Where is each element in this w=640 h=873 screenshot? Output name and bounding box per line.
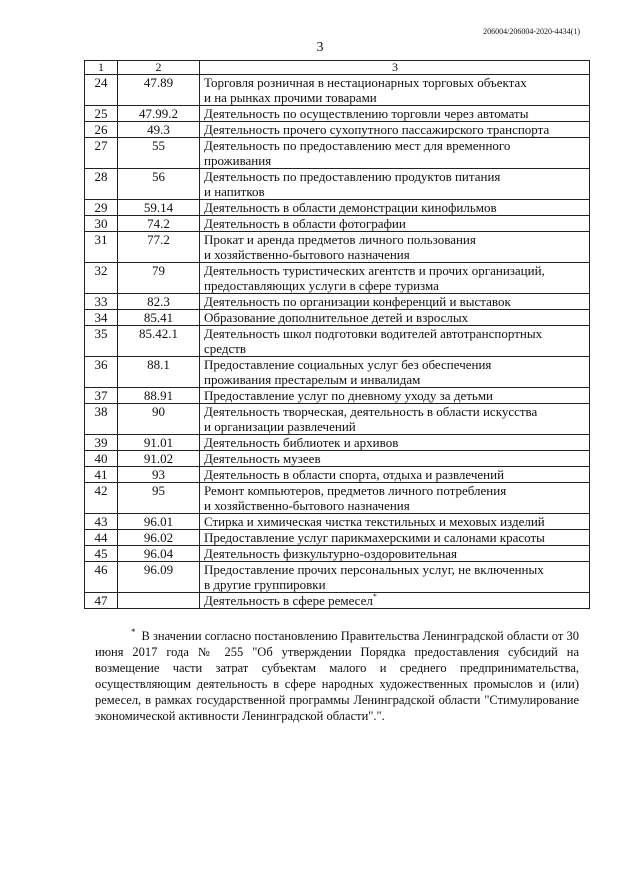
okved-code: 88.91 [118,388,200,404]
row-number: 29 [85,200,118,216]
activity-description [200,514,590,530]
activity-line: Ремонт компьютеров, предметов личного потребления [204,483,507,498]
activity-line: Деятельность по предоставлению продуктов питания [204,169,501,184]
activity-line: Деятельность в области спорта, отдыха и развлечений [204,467,505,482]
activity-line: Деятельность в области демонстрации кинофильмов [204,200,497,215]
activity-line: Деятельность физкультурно-оздоровительная [204,546,458,561]
okved-code [118,593,200,609]
okved-code: 96.01 [118,514,200,530]
okved-code: 91.01 [118,435,200,451]
okved-code: 47.89 [118,75,200,106]
activity-description [200,232,590,263]
activity-line: Деятельность по предоставлению мест для временного [204,138,511,153]
table-row [85,451,590,467]
table-row [85,530,590,546]
okved-code: 85.42.1 [118,326,200,357]
activity-description [200,388,590,404]
activity-line: Стирка и химическая чистка текстильных и меховых изделий [204,514,545,529]
okved-code: 85.41 [118,310,200,326]
column-header-activity: 3 [200,61,590,75]
row-number: 40 [85,451,118,467]
row-number: 31 [85,232,118,263]
row-number: 43 [85,514,118,530]
activity-description [200,138,590,169]
okved-code: 56 [118,169,200,200]
okved-code: 79 [118,263,200,294]
activity-line: Предоставление услуг по дневному уходу за детьми [204,388,494,403]
okved-code: 88.1 [118,357,200,388]
activity-line: Деятельность по осуществлению торговли через автоматы [204,106,529,121]
activity-line: проживания [204,153,272,168]
row-number: 39 [85,435,118,451]
activity-description [200,562,590,593]
row-number: 41 [85,467,118,483]
table-row [85,200,590,216]
row-number: 35 [85,326,118,357]
activity-line: проживания престарелым и инвалидам [204,372,421,387]
activity-line: Деятельность библиотек и архивов [204,435,399,450]
table-row [85,483,590,514]
activity-line: и хозяйственно-бытового назначения [204,247,410,262]
row-number: 24 [85,75,118,106]
okved-table [84,60,590,609]
activity-description [200,483,590,514]
activity-description [200,404,590,435]
table-row [85,122,590,138]
activity-description [200,169,590,200]
row-number: 28 [85,169,118,200]
table-row [85,326,590,357]
activity-line: Предоставление услуг парикмахерскими и салонами красоты [204,530,545,545]
activity-description [200,451,590,467]
activity-description [200,326,590,357]
row-number: 46 [85,562,118,593]
okved-code: 77.2 [118,232,200,263]
table-row [85,467,590,483]
table-row [85,404,590,435]
activity-description [200,593,590,609]
footnote [95,628,579,724]
activity-line: и на рынках прочими товарами [204,90,377,105]
okved-code: 74.2 [118,216,200,232]
table-row [85,388,590,404]
table-row [85,562,590,593]
activity-line: Деятельность школ подготовки водителей автотранспортных [204,326,543,341]
row-number: 27 [85,138,118,169]
okved-code: 55 [118,138,200,169]
table-row [85,232,590,263]
table-row [85,514,590,530]
activity-description [200,546,590,562]
row-number: 26 [85,122,118,138]
activity-line: Предоставление социальных услуг без обеспечения [204,357,492,372]
activity-description [200,216,590,232]
okved-code: 49.3 [118,122,200,138]
table-row [85,546,590,562]
activity-line: Образование дополнительное детей и взрослых [204,310,469,325]
row-number: 30 [85,216,118,232]
row-number: 36 [85,357,118,388]
okved-code: 90 [118,404,200,435]
activity-description [200,200,590,216]
okved-code: 91.02 [118,451,200,467]
footnote-marker: * [131,626,136,637]
table-row [85,593,590,609]
column-header-code: 2 [118,61,200,75]
row-number: 33 [85,294,118,310]
activity-line: предоставляющих услуги в сфере туризма [204,278,439,293]
footnote-reference-marker: * [372,591,377,601]
table-row [85,138,590,169]
table-header-row [85,61,590,75]
row-number: 34 [85,310,118,326]
page-number: 3 [316,40,324,55]
activity-description [200,530,590,546]
activity-line: и организации развлечений [204,419,356,434]
activity-line: Прокат и аренда предметов личного пользования [204,232,476,247]
table-row [85,310,590,326]
activity-description [200,75,590,106]
row-number: 44 [85,530,118,546]
okved-code: 96.02 [118,530,200,546]
table-row [85,106,590,122]
row-number: 37 [85,388,118,404]
activity-line: Деятельность творческая, деятельность в области искусства [204,404,538,419]
okved-code: 93 [118,467,200,483]
row-number: 38 [85,404,118,435]
row-number: 47 [85,593,118,609]
okved-code: 96.04 [118,546,200,562]
table-row [85,216,590,232]
activity-line: Деятельность по организации конференций и выставок [204,294,511,309]
okved-code: 95 [118,483,200,514]
row-number: 42 [85,483,118,514]
activity-description [200,294,590,310]
activity-description [200,310,590,326]
activity-line: Деятельность прочего сухопутного пассажирского транспорта [204,122,550,137]
activity-line: Деятельность туристических агентств и прочих организаций, [204,263,545,278]
table-row [85,169,590,200]
activity-line: Торговля розничная в нестационарных торговых объектах [204,75,527,90]
table-row [85,75,590,106]
row-number: 45 [85,546,118,562]
footnote-text: В значении согласно постановлению Правительства Ленинградской области от 30 июня 2017 года № 255 "Об утверждении Порядка предоставления субсидий на возмещение части затрат субъектам малого и среднего предпринимательства, осуществляющим деятельность в сфере народных художественных промыслов и (или) ремесел, в рамках государственной программы Ленинградской области "Стимулирование экономической активности Ленинградской области".". [95,629,579,723]
document-id: 206004/206004-2020-4434(1) [483,27,580,36]
activity-line: Деятельность музеев [204,451,321,466]
activity-description [200,357,590,388]
activity-description [200,122,590,138]
row-number: 32 [85,263,118,294]
activity-description [200,263,590,294]
okved-code: 96.09 [118,562,200,593]
activity-line: Деятельность в области фотографии [204,216,406,231]
activity-description [200,106,590,122]
activity-line: Предоставление прочих персональных услуг, не включенных [204,562,544,577]
table-row [85,294,590,310]
activity-line: средств [204,341,247,356]
row-number: 25 [85,106,118,122]
activity-description [200,467,590,483]
okved-code: 47.99.2 [118,106,200,122]
column-header-number: 1 [85,61,118,75]
activity-line: Деятельность в сфере ремесел [204,593,373,608]
table-row [85,263,590,294]
table-row [85,357,590,388]
activity-line: в другие группировки [204,577,326,592]
table-body [85,75,590,609]
table-row [85,435,590,451]
activity-line: и напитков [204,184,265,199]
okved-code: 59.14 [118,200,200,216]
activity-line: и хозяйственно-бытового назначения [204,498,410,513]
activity-description [200,435,590,451]
okved-code: 82.3 [118,294,200,310]
